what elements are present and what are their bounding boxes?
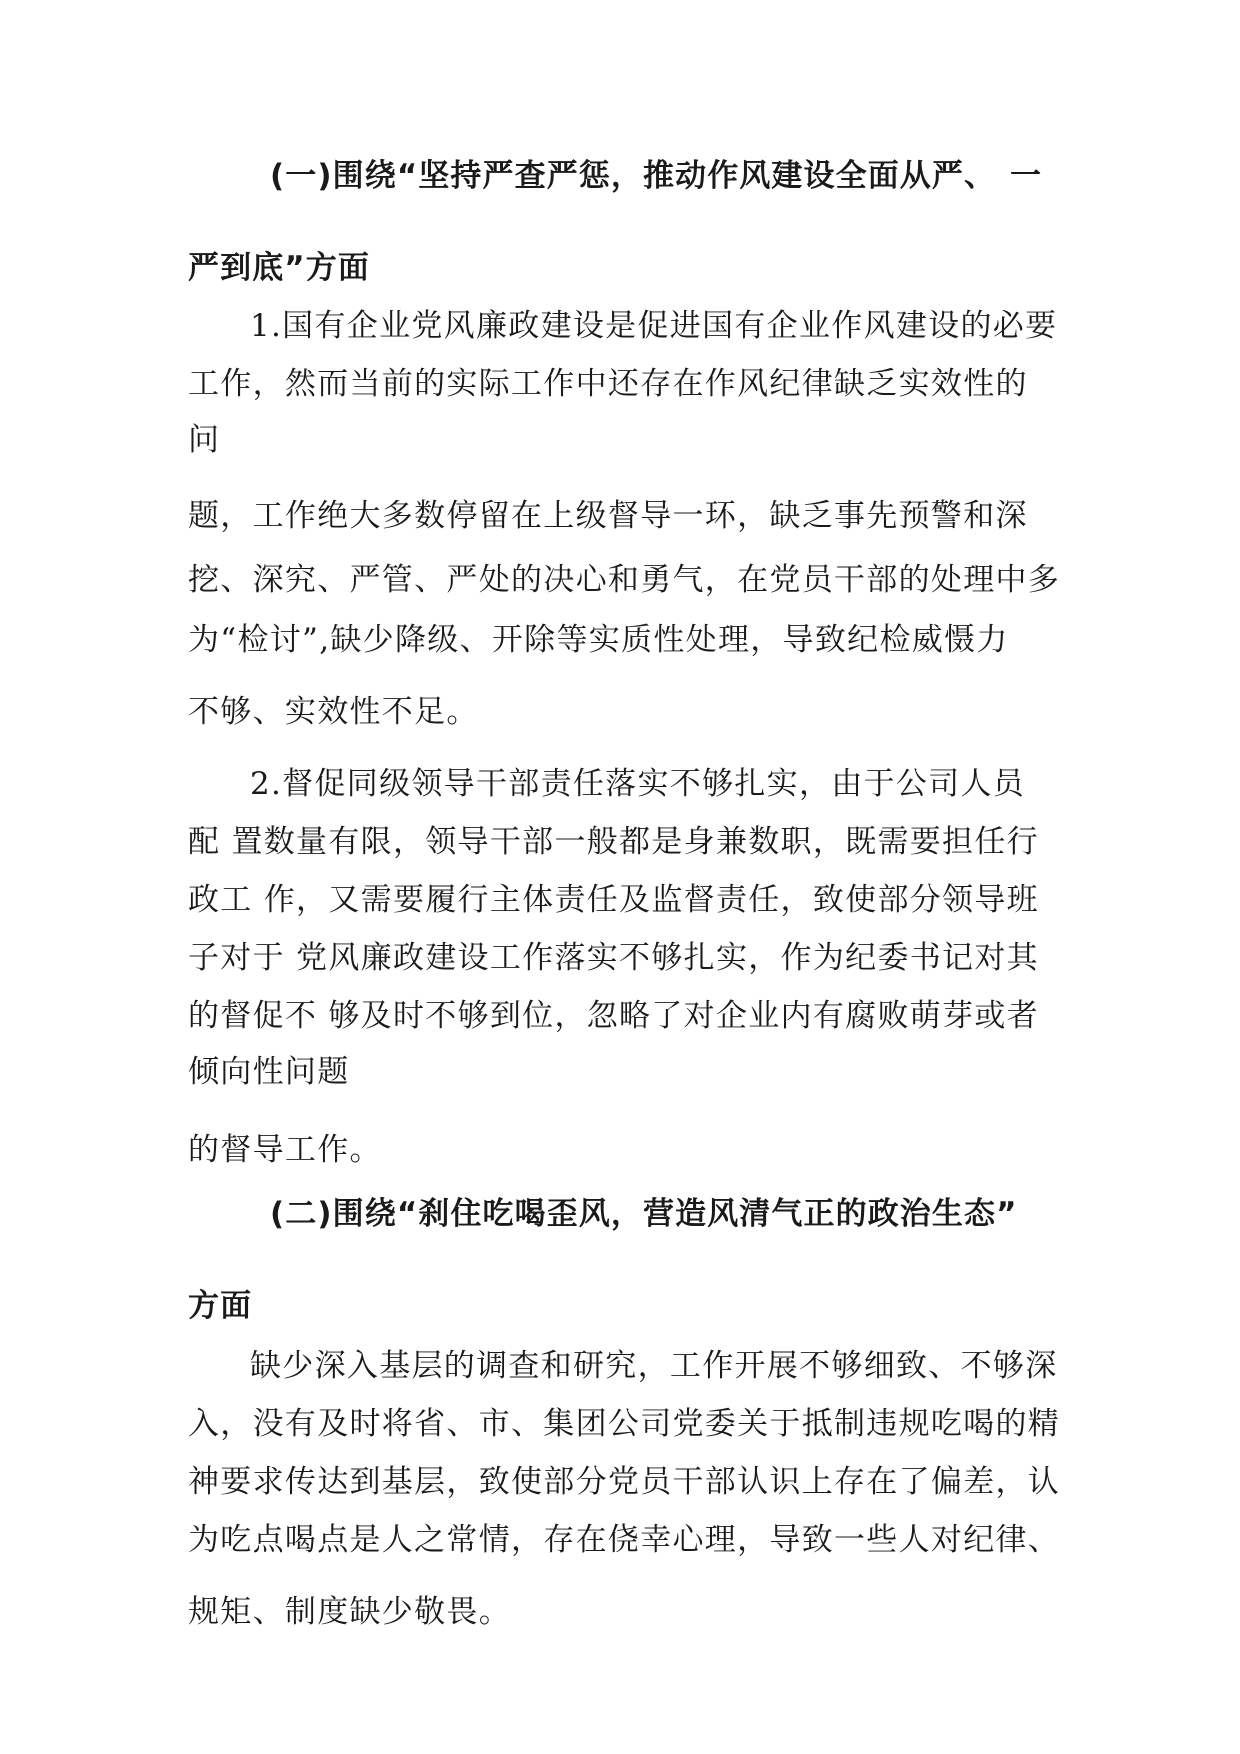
section1-p2-line: 政工 作，又需要履行主体责任及监督责任，致使部分领导班	[188, 882, 1039, 918]
section1-p1-line: 问	[188, 422, 221, 458]
section2-p1-line: 入，没有及时将省、市、集团公司党委关于抵制违规吃喝的精	[188, 1406, 1061, 1442]
section1-p2-line: 配 置数量有限，领导干部一般都是身兼数职，既需要担任行	[188, 824, 1039, 860]
section1-p2-line: 倾向性问题	[188, 1054, 350, 1090]
section2-heading-line2: 方面	[188, 1288, 253, 1324]
section1-p1-line: 挖、深究、严管、严处的决心和勇气，在党员干部的处理中多	[188, 562, 1061, 598]
section1-p1-line: 题，工作绝大多数停留在上级督导一环，缺乏事先预警和深	[188, 498, 1028, 534]
section1-p1-line: 工作，然而当前的实际工作中还存在作风纪律缺乏实效性的	[188, 366, 1028, 402]
section2-p1-line: 缺少深入基层的调查和研究，工作开展不够细致、不够深	[250, 1348, 1058, 1384]
section2-heading-line1: (二)围绕“刹住吃喝歪风，营造风清气正的政治生态”	[270, 1196, 1018, 1232]
section1-heading-line2: 严到底”方面	[188, 250, 370, 286]
section2-p1-line: 为吃点喝点是人之常情，存在侥幸心理，导致一些人对纪律、	[188, 1522, 1061, 1558]
section1-p2-line: 的督导工作。	[188, 1132, 382, 1168]
section1-p1-line: 不够、实效性不足。	[188, 694, 479, 730]
section1-p2-line: 子对于 党风廉政建设工作落实不够扎实，作为纪委书记对其	[188, 940, 1039, 976]
section2-p1-line: 神要求传达到基层，致使部分党员干部认识上存在了偏差，认	[188, 1464, 1061, 1500]
section1-heading-dash: 一	[1010, 158, 1043, 194]
section1-p1-line: 为“检讨”,缺少降级、开除等实质性处理，导致纪检威慑力	[188, 622, 1009, 658]
section1-heading-line1: (一)围绕“坚持严查严惩，推动作风建设全面从严、	[270, 158, 997, 194]
section1-p1-line: 1.国有企业党风廉政建设是促进国有企业作风建设的必要	[250, 308, 1058, 344]
section1-p2-line: 的督促不 够及时不够到位，忽略了对企业内有腐败萌芽或者	[188, 998, 1039, 1034]
section1-p2-line: 2.督促同级领导干部责任落实不够扎实，由于公司人员	[250, 766, 1026, 802]
section2-p1-line: 规矩、制度缺少敬畏。	[188, 1594, 511, 1630]
